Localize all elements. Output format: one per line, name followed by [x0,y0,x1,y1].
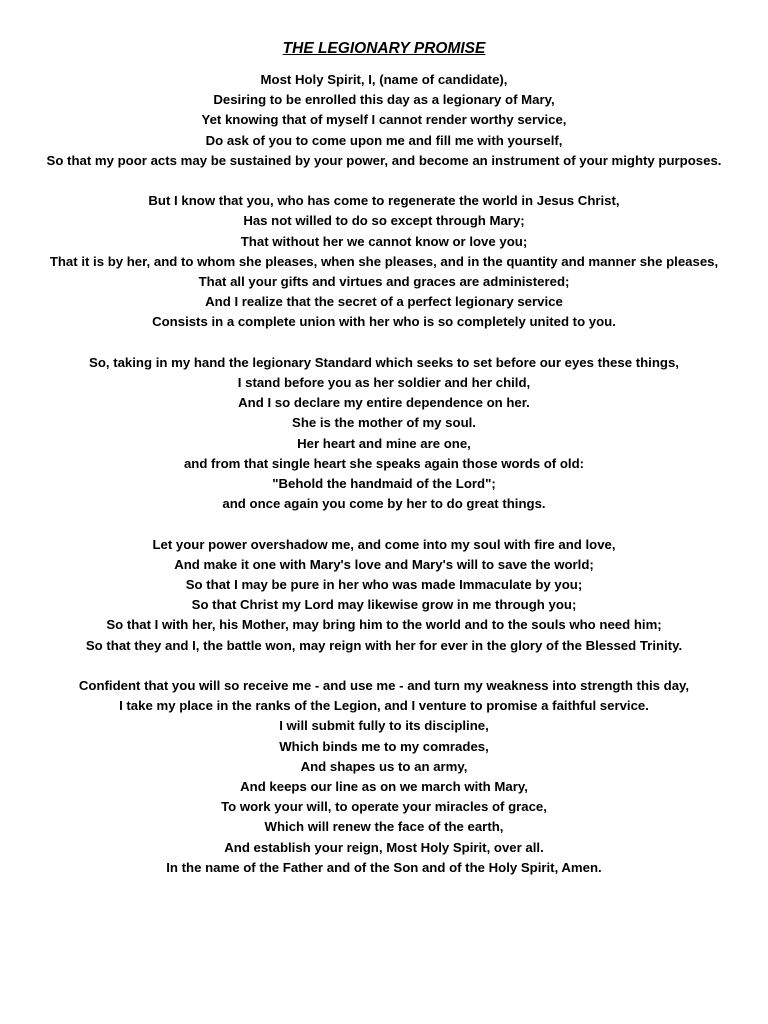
promise-line: Consists in a complete union with her who is so completely united to you. [152,314,616,330]
promise-line: So that my poor acts may be sustained by your power, and become an instrument of your mighty purposes. [46,152,722,168]
promise-line: So that I with her, his Mother, may bring him to the world and to the souls who need him; [106,617,662,633]
promise-line: Do ask of you to come upon me and fill me with yourself, [205,132,563,148]
promise-line: And shapes us to an army, [300,758,468,774]
promise-line: Confident that you will so receive me - and use me - and turn my weakness into strength this day, [78,678,690,694]
promise-line: Yet knowing that of myself I cannot render worthy service, [201,112,567,128]
document-title: THE LEGIONARY PROMISE [282,40,486,57]
promise-line: Desiring to be enrolled this day as a legionary of Mary, [213,92,555,108]
promise-line: That without her we cannot know or love you; [240,233,528,249]
promise-line: So that they and I, the battle won, may reign with her for ever in the glory of the Blessed Trinity. [85,637,683,653]
promise-text [40,70,728,878]
stanza-1 [40,70,728,171]
promise-line: And make it one with Mary's love and Mary's will to save the world; [174,556,594,572]
promise-line: I take my place in the ranks of the Legion, and I venture to promise a faithful service. [119,698,649,714]
promise-line: And keeps our line as on we march with Mary, [240,779,528,795]
promise-line: I will submit fully to its discipline, [279,718,489,734]
promise-line: Which binds me to my comrades, [279,738,489,754]
promise-line: To work your will, to operate your miracles of grace, [221,799,547,815]
stanza-5 [40,676,728,878]
promise-line: So that Christ my Lord may likewise grow in me through you; [191,597,577,613]
promise-line: I stand before you as her soldier and her child, [237,375,531,391]
promise-line: Has not willed to do so except through Mary; [243,213,525,229]
promise-line: That it is by her, and to whom she pleases, when she pleases, and in the quantity and manner she pleases, [49,253,719,269]
promise-line: and once again you come by her to do great things. [222,496,546,512]
stanza-2 [40,191,728,332]
promise-line: That all your gifts and virtues and graces are administered; [198,274,570,290]
promise-line: But I know that you, who has come to regenerate the world in Jesus Christ, [148,193,620,209]
stanza-3 [40,353,728,515]
promise-line: Her heart and mine are one, [297,435,471,451]
promise-line: So, taking in my hand the legionary Standard which seeks to set before our eyes these things, [89,354,679,370]
promise-line: So that I may be pure in her who was made Immaculate by you; [185,577,583,593]
promise-line: And establish your reign, Most Holy Spirit, over all. [224,839,544,855]
promise-line: Let your power overshadow me, and come into my soul with fire and love, [152,536,616,552]
stanza-4 [40,535,728,656]
promise-line: And I so declare my entire dependence on her. [238,395,530,411]
promise-line: Most Holy Spirit, I, (name of candidate), [260,72,508,87]
promise-line: Which will renew the face of the earth, [264,819,504,835]
promise-line: "Behold the handmaid of the Lord"; [272,476,496,492]
promise-line: and from that single heart she speaks again those words of old: [183,455,585,471]
promise-line: She is the mother of my soul. [292,415,476,431]
promise-line: In the name of the Father and of the Son and of the Holy Spirit, Amen. [166,859,602,875]
promise-line: And I realize that the secret of a perfect legionary service [205,294,563,310]
